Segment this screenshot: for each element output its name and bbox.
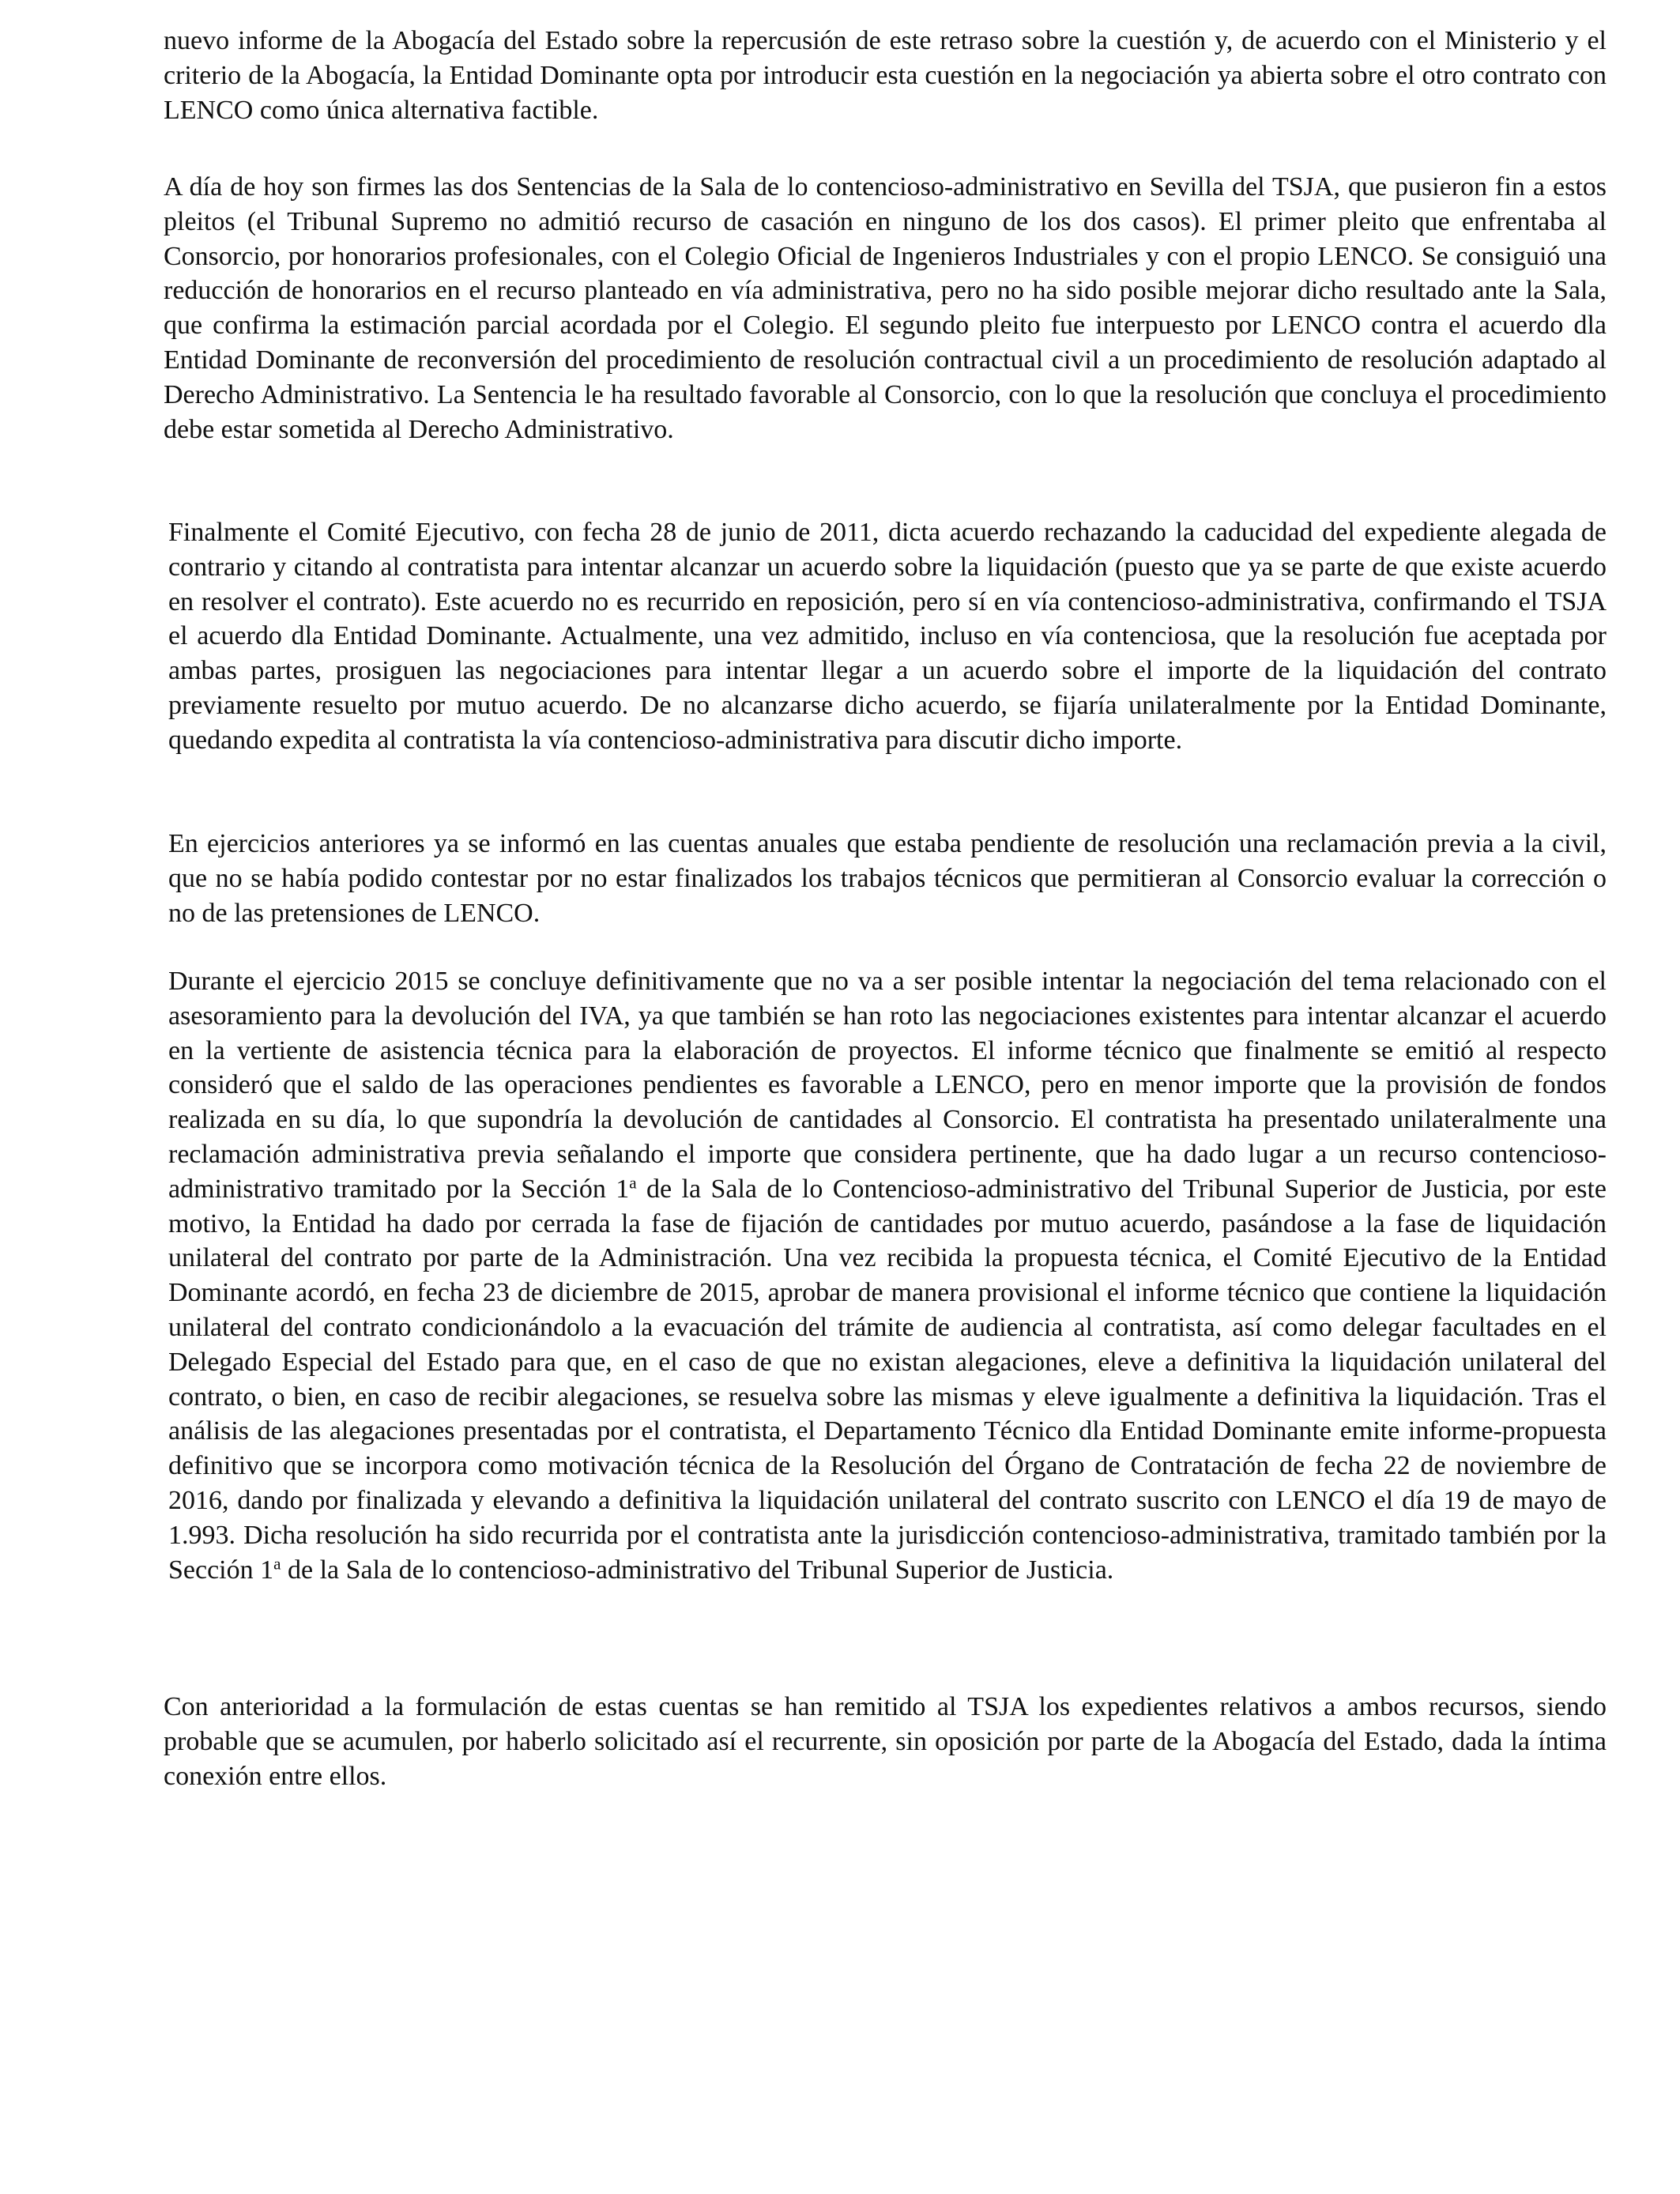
paragraph-abogacia-report: nuevo informe de la Abogacía del Estado sobre la repercusión de este retraso sobre la cuestión y, de acuerdo con el Ministerio y el criterio de la Abogacía, la Entidad Dominante opta por introducir esta cuestión en la negociación ya abierta sobre el otro contrato con LENCO como única alternativa factible. [164, 26, 1607, 125]
paragraph-comite-ejecutivo: Finalmente el Comité Ejecutivo, con fecha 28 de junio de 2011, dicta acuerdo rechazando la caducidad del expediente alegada de contrario y citando al contratista para intentar alcanzar un acuerdo sobre la liquidación (puesto que ya se parte de que existe acuerdo en resolver el contrato). Este acuerdo no es recurrido en reposición, pero sí en vía contencioso-administrativa, confirmando el TSJA el acuerdo dla Entidad Dominante. Actualmente, una vez admitido, incluso en vía contenciosa, que la resolución fue aceptada por ambas partes, prosiguen las negociaciones para intentar llegar a un acuerdo sobre el importe de la liquidación del contrato previamente resuelto por mutuo acuerdo. De no alcanzarse dicho acuerdo, se fijaría unilateralmente por la Entidad Dominante, quedando expedita al contratista la vía contencioso-administrativa para discutir dicho importe. [168, 518, 1607, 755]
paragraph-ejercicio-2015-part-2: de la Sala de lo Contencioso-administrativo del Tribunal Superior de Justicia, por este motivo, la Entidad ha dado por cerrada la fase de fijación de cantidades por mutuo acuerdo, pasándose a la fase de liquidación unilateral del contrato por parte de la Administración. Una vez recibida la propuesta técnica, el Comité Ejecutivo de la Entidad Dominante acordó, en fecha 23 de diciembre de 2015, aprobar de manera provisional el informe técnico que contiene la liquidación unilateral del contrato condicionándolo a la evacuación del trámite de audiencia al contratista, así como delegar facultades en el Delegado Especial del Estado para que, en el caso de que no existan alegaciones, eleve a definitiva la liquidación unilateral del contrato, o bien, en caso de recibir alegaciones, se resuelva sobre las mismas y eleve igualmente a definitiva la liquidación. Tras el análisis de las alegaciones presentadas por el contratista, el Departamento Técnico dla Entidad Dominante emite informe-propuesta definitivo que se incorpora como motivación técnica de la Resolución del Órgano de Contratación de fecha 22 de noviembre de 2016, dando por finalizada y elevando a definitiva la liquidación unilateral del contrato suscrito con LENCO el día 19 de mayo de 1.993. Dicha resolución ha sido recurrida por el contratista ante la jurisdicción contencioso-administrativa, tramitado también por la Sección 1 [168, 1174, 1607, 1585]
paragraph-ejercicio-2015 [168, 964, 1607, 1587]
paragraph-expedientes-tsja: Con anterioridad a la formulación de estas cuentas se han remitido al TSJA los expedientes relativos a ambos recursos, siendo probable que se acumulen, por haberlo solicitado así el recurrente, sin oposición por parte de la Abogacía del Estado, dada la íntima conexión entre ellos. [164, 1692, 1607, 1791]
paragraph-tsja-sentences: A día de hoy son firmes las dos Sentencias de la Sala de lo contencioso-administrativo en Sevilla del TSJA, que pusieron fin a estos pleitos (el Tribunal Supremo no admitió recurso de casación en ninguno de los dos casos). El primer pleito que enfrentaba al Consorcio, por honorarios profesionales, con el Colegio Oficial de Ingenieros Industriales y con el propio LENCO. Se consiguió una reducción de honorarios en el recurso planteado en vía administrativa, pero no ha sido posible mejorar dicho resultado ante la Sala, que confirma la estimación parcial acordada por el Colegio. El segundo pleito fue interpuesto por LENCO contra el acuerdo dla Entidad Dominante de reconversión del procedimiento de resolución contractual civil a un procedimiento de resolución adaptado al Derecho Administrativo. La Sentencia le ha resultado favorable al Consorcio, con lo que la resolución que concluya el procedimiento debe estar sometida al Derecho Administrativo. [164, 172, 1607, 444]
paragraph-ejercicio-2015-part-1: Durante el ejercicio 2015 se concluye definitivamente que no va a ser posible intentar la negociación del tema relacionado con el asesoramiento para la devolución del IVA, ya que también se han roto las negociaciones existentes para intentar alcanzar el acuerdo en la vertiente de asistencia técnica para la elaboración de proyectos. El informe técnico que finalmente se emitió al respecto consideró que el saldo de las operaciones pendientes es favorable a LENCO, pero en menor importe que la provisión de fondos realizada en su día, lo que supondría la devolución de cantidades al Consorcio. El contratista ha presentado unilateralmente una reclamación administrativa previa señalando el importe que considera pertinente, que ha dado lugar a un recurso contencioso-administrativo tramitado por la Sección 1 [168, 967, 1607, 1204]
superscript-ordinal: a [273, 1553, 281, 1573]
paragraph-reclamacion-previa: En ejercicios anteriores ya se informó en las cuentas anuales que estaba pendiente de resolución una reclamación previa a la civil, que no se había podido contestar por no estar finalizados los trabajos técnicos que permitieran al Consorcio evaluar la corrección o no de las pretensiones de LENCO. [168, 829, 1607, 928]
superscript-ordinal: a [629, 1173, 637, 1193]
paragraph-ejercicio-2015-part-3: de la Sala de lo contencioso-administrativo del Tribunal Superior de Justicia. [281, 1555, 1114, 1585]
